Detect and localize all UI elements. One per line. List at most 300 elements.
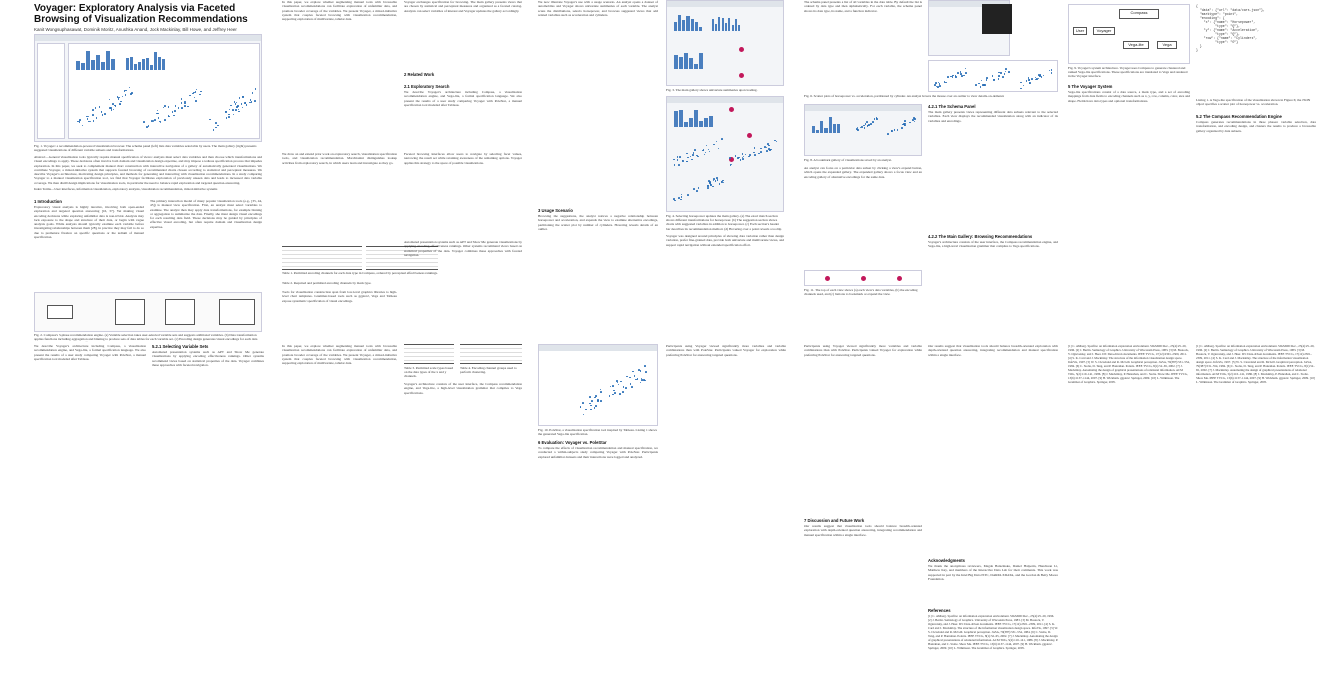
- fig-2-compass-engine: [34, 292, 262, 332]
- page-8: [534, 344, 798, 684]
- scatter-point: [1035, 79, 1037, 81]
- scatter-point: [640, 370, 642, 372]
- scatter-point: [600, 391, 602, 393]
- body-text: Faceted browsing interfaces allow users to navigate by selecting facet values, narrowing the result set while retaining awareness of the remaining options. Voyager applies this strategy to the space of possible visualizations.: [404, 152, 522, 165]
- scatter-point: [904, 120, 906, 122]
- scatter-point: [90, 121, 92, 123]
- body-text: Voyager was designed around principles of showing data variation rather than design variation, prefer fine-grained data, provide both univariate and multivariate views, and support rapid navigation without extended specification effort.: [666, 234, 784, 247]
- bar-mark: [833, 124, 836, 133]
- scatter-point: [143, 121, 145, 123]
- scatter-point: [235, 109, 237, 111]
- bar-thumbnail: [673, 51, 703, 69]
- scatter-point: [1051, 72, 1053, 74]
- fig-6-scatter-plots: [928, 60, 1058, 92]
- scatter-point: [876, 118, 878, 120]
- bar-thumbnail: [711, 13, 741, 31]
- bar-mark: [81, 63, 85, 70]
- scatter-point: [616, 380, 618, 382]
- scatter-point: [251, 101, 253, 103]
- scatter-point: [594, 397, 596, 399]
- bar-mark: [695, 22, 698, 31]
- scatter-point: [704, 154, 706, 156]
- scatter-point: [228, 116, 230, 118]
- section-heading: 6 Evaluation: Voyager vs. PoleStar: [538, 440, 607, 445]
- scatter-point: [745, 154, 747, 156]
- diagram-box: [115, 299, 145, 325]
- scatter-point: [1043, 75, 1045, 77]
- bar-mark: [142, 59, 145, 70]
- bar-mark: [694, 110, 698, 127]
- scatter-point: [181, 102, 183, 104]
- bar-mark: [684, 53, 688, 69]
- scatter-point: [580, 407, 582, 409]
- scatter-point: [246, 104, 248, 106]
- bar-mark: [678, 15, 681, 31]
- bar-mark: [816, 130, 819, 133]
- scatter-point: [620, 381, 622, 383]
- scatter-point: [706, 145, 708, 147]
- scatter-point: [935, 82, 937, 84]
- bar-mark: [722, 18, 724, 31]
- scatter-point: [760, 148, 762, 150]
- scatter-point: [160, 122, 162, 124]
- scatter-point: [957, 72, 959, 74]
- scatter-point: [866, 121, 868, 123]
- scatter-point: [209, 119, 211, 121]
- scatter-point: [680, 199, 682, 201]
- scatter-point: [146, 126, 148, 128]
- bar-thumbnail: [673, 109, 713, 127]
- scatter-point: [631, 386, 633, 388]
- scatter-point: [250, 99, 252, 101]
- scatter-point: [673, 159, 675, 161]
- scatter-point: [992, 75, 994, 77]
- section-heading: 5.2 The Compass Recommendation Engine: [1196, 114, 1282, 119]
- scatter-point: [597, 400, 599, 402]
- scatter-point: [233, 114, 235, 116]
- body-text: The main gallery presents views representing different data subsets relevant to the selected variables. Each view displays the recommended visualization along with an indicator of its variables and encodings.: [928, 110, 1058, 123]
- scatter-point: [696, 190, 698, 192]
- scatter-point: [708, 149, 710, 151]
- fig-3-main-gallery: [666, 0, 784, 86]
- scatter-point: [241, 103, 243, 105]
- bar-mark: [130, 57, 133, 70]
- scatter-point: [891, 130, 893, 132]
- scatter-point: [717, 180, 719, 182]
- diagram-box: [47, 305, 73, 319]
- scatter-point: [703, 149, 705, 151]
- scatter-point: [937, 86, 939, 88]
- scatter-point: [872, 121, 874, 123]
- scatter-point: [961, 75, 963, 77]
- scatter-point: [226, 117, 228, 119]
- fig-1-caption: Fig. 1. Voyager: a recommendation-powered visualization browser. The schema panel (left) lists data variables selectable by users. The main gallery (right) presents suggested visualizations of different variable subsets and transformations.: [34, 144, 257, 153]
- scatter-point: [196, 89, 198, 91]
- scatter-point: [709, 151, 711, 153]
- body-text: Browsing the suggestions, the analyst notices a negative relationship between horsepower and acceleration, and expands the view to examine alternative encodings, partitioning the scatter plot by number of cylinders. Hovering reveals details of an outlier.: [538, 214, 658, 231]
- body-text: Our results suggest that visualization tools should balance breadth-oriented exploration with depth-oriented question answering, integrating recommendation and manual specification within a single interface.: [804, 524, 922, 537]
- scatter-point: [742, 158, 744, 160]
- scatter-point: [612, 394, 614, 396]
- scatter-point: [857, 129, 859, 131]
- table-3: [404, 344, 454, 364]
- body-text: In this paper, we explore whether augmenting manual tools with browsable visualization recommendations can facilitate exploration of unfamiliar data, and promote broader coverage of the variables. We present Voyager, a mixed-initiative system that couples faceted browsing with visualization recommendation, supporting exploration of multivariate, tabular data.: [282, 344, 397, 366]
- scatter-point: [630, 383, 632, 385]
- scatter-point: [590, 405, 592, 407]
- scatter-point: [238, 111, 240, 113]
- scatter-point: [200, 91, 202, 93]
- bar-mark: [138, 62, 141, 70]
- scatter-point: [88, 116, 90, 118]
- paper-title: Voyager: Exploratory Analysis via Faceted Browsing of Visualization Recommendations: [34, 3, 248, 25]
- fig-1-schema-panel: [37, 43, 65, 139]
- callout-marker: [739, 47, 744, 52]
- scatter-point: [154, 119, 156, 121]
- scatter-point: [686, 161, 688, 163]
- scatter-point: [698, 187, 700, 189]
- callout-marker: [739, 73, 744, 78]
- scatter-point: [618, 384, 620, 386]
- scatter-point: [998, 72, 1000, 74]
- diagram-user: User: [1073, 27, 1087, 35]
- scatter-point: [681, 194, 683, 196]
- scatter-point: [712, 186, 714, 188]
- scatter-point: [102, 114, 104, 116]
- scatter-point: [129, 87, 131, 89]
- scatter-point: [163, 107, 165, 109]
- bar-mark: [709, 116, 713, 127]
- body-text: Voyager's architecture consists of the user interface, the Compass recommendation engine, and Vega-lite, a high-level visualization grammar that compiles to Vega specifications.: [928, 240, 1058, 249]
- section-heading: 5 The Voyager System: [1068, 84, 1113, 89]
- scatter-point: [705, 152, 707, 154]
- bar-mark: [679, 57, 683, 69]
- body-text: Automated presentation systems such as APT and Show Me generate visualizations by applying encoding effectiveness rankings. Other systems recommend views based on statistical properties of the data. Voyager combines these approaches with faceted navigation.: [404, 240, 522, 257]
- bar-mark: [76, 61, 80, 70]
- page-6: [0, 344, 268, 684]
- body-text: We describe Voyager's architecture including Compass, a visualization recommendation engine, and Vega-lite, a formal specification language. We also present the results of a user study comparing Voyager with PoleStar, a manual specification tool modeled after Tableau.: [404, 90, 522, 107]
- scatter-point: [914, 121, 916, 123]
- index-terms: Index Terms—User interfaces, information visualization, exploratory analysis, visualization recommendation, mixed-initiative systems: [34, 187, 218, 191]
- scatter-point: [1031, 78, 1033, 80]
- scatter-point: [610, 386, 612, 388]
- bar-mark: [728, 18, 730, 31]
- bar-thumbnail: [125, 50, 165, 70]
- bar-mark: [699, 121, 703, 127]
- scatter-point: [673, 198, 675, 200]
- table-1-caption: Table 1. Permitted encoding channels for each data type in Compass, ordered by perceptual effectiveness rankings.: [282, 271, 438, 275]
- scatter-point: [713, 144, 715, 146]
- scatter-point: [79, 121, 81, 123]
- bar-thumbnail: [673, 13, 703, 31]
- bar-mark: [682, 20, 685, 31]
- scatter-point: [158, 117, 160, 119]
- bar-mark: [725, 23, 727, 31]
- scatter-point: [1020, 82, 1022, 84]
- scatter-point: [232, 109, 234, 111]
- scatter-point: [770, 149, 772, 151]
- scatter-point: [719, 183, 721, 185]
- scatter-point: [870, 123, 872, 125]
- scatter-point: [691, 159, 693, 161]
- diagram-vega: Vega: [1157, 41, 1177, 49]
- scatter-point: [590, 409, 592, 411]
- bar-mark: [111, 59, 115, 70]
- scatter-point: [1041, 76, 1043, 78]
- scatter-point: [645, 371, 647, 373]
- body-text: Our results suggest that visualization tools should balance breadth-oriented exploration with depth-oriented question answering, integrating recommendation and manual specification within a single interface.: [928, 344, 1058, 357]
- scatter-point: [120, 101, 122, 103]
- scatter-point: [96, 117, 98, 119]
- scatter-point: [1028, 79, 1030, 81]
- scatter-point: [912, 119, 914, 121]
- scatter-point: [986, 77, 988, 79]
- scatter-point: [114, 105, 116, 107]
- body-text: We describe Voyager's architecture including Compass, a visualization recommendation engine, and Vega-lite, a formal specification language. We also present the results of a user study comparing Voyager with PoleStar, a manual specification tool modeled after Tableau.: [34, 344, 146, 361]
- scatter-point: [213, 129, 215, 131]
- scatter-point: [945, 82, 947, 84]
- scatter-point: [965, 68, 967, 70]
- scatter-point: [187, 106, 189, 108]
- scatter-point: [687, 157, 689, 159]
- fig-10-caption: Fig. 10. PoleStar, a visualization specification tool inspired by Tableau. Listing 1 shows the generated Vega-lite specification.: [538, 428, 657, 437]
- fig-4-horsepower-gallery: [666, 96, 784, 212]
- section-heading: 4.2.1 The Schema Panel: [928, 104, 976, 109]
- section-heading: 4.2.2 The Main Gallery: Browsing Recommendations: [928, 234, 1033, 239]
- scatter-point: [692, 154, 694, 156]
- scatter-point: [709, 182, 711, 184]
- body-text: Voyager exchanges specification for browsing. The main gallery presents views that are chosen by statistical and perceptual measures and organized as a faceted catalog. Analysts can select variables of interest and Voyager updates the gallery accordingly.: [404, 0, 522, 13]
- acknowledgments-text: We thank the anonymous reviewers, Magda Balazinska, Daniel Halperin, Hanchuan Li, Matthew Kay, and members of the Interactive Data Lab for their comments. This work was supported in part by the Intel Big Data ISTC, DARPA XDATA, and the Gordon & Betty Moore Foundation.: [928, 564, 1058, 581]
- bar-mark: [735, 19, 737, 31]
- scatter-point: [983, 84, 985, 86]
- bar-mark: [694, 64, 698, 69]
- scatter-point: [217, 125, 219, 127]
- fig-9-caption: Fig. 9. Voyager's system architecture. Voyager uses Compass to generate clustered and ranked Vega-lite specifications. These specifications are translated to Vega and rendered in the Voyager interface.: [1068, 66, 1188, 79]
- page-5: [1064, 0, 1320, 342]
- scatter-point: [934, 84, 936, 86]
- bar-mark: [158, 57, 161, 70]
- scatter-point: [754, 147, 756, 149]
- body-text: The primary interaction model of many popular visualization tools (e.g., [35, 44, 45]) is manual view specification. First, an analyst must select variables to examine. The analyst then may apply data transformations, for example binning or aggregation to summarize the data. Finally, she must design visual encodings for each resulting data field. These decisions may be guided by principles of effective visual encoding, but often require domain and visualization design expertise.: [150, 199, 262, 229]
- scatter-point: [629, 377, 631, 379]
- scatter-point: [82, 125, 84, 127]
- scatter-point: [199, 94, 201, 96]
- body-text: The schema panel presents a list of all variables in the data table. By default the list is ordered by data type and then alphabetically. For each variable, the schema panel shows its data type, its name, and a function indicator.: [804, 0, 922, 13]
- scatter-point: [644, 380, 646, 382]
- scatter-point: [195, 100, 197, 102]
- scatter-point: [238, 109, 240, 111]
- fig-5-sidebar: [982, 4, 1012, 34]
- bar-mark: [699, 53, 703, 69]
- scatter-point: [776, 141, 778, 143]
- scatter-point: [1038, 74, 1040, 76]
- fig-10-header: [539, 345, 657, 351]
- scatter-point: [582, 402, 584, 404]
- scatter-point: [118, 97, 120, 99]
- bar-mark: [684, 122, 688, 127]
- scatter-point: [109, 99, 111, 101]
- scatter-point: [589, 396, 591, 398]
- scatter-point: [939, 85, 941, 87]
- scatter-point: [110, 107, 112, 109]
- scatter-point: [95, 107, 97, 109]
- bar-mark: [824, 128, 827, 133]
- scatter-point: [693, 188, 695, 190]
- scatter-point: [713, 178, 715, 180]
- fig-1-voyager-screenshot: [34, 34, 262, 142]
- scatter-point: [591, 400, 593, 402]
- scatter-point: [1020, 88, 1022, 90]
- scatter-point: [909, 122, 911, 124]
- scatter-point: [228, 114, 230, 116]
- scatter-point: [157, 110, 159, 112]
- scatter-point: [674, 164, 676, 166]
- section-heading: 2.1 Exploratory Search: [404, 84, 450, 89]
- scatter-point: [767, 143, 769, 145]
- scatter-point: [93, 120, 95, 122]
- scatter-point: [901, 127, 903, 129]
- scatter-point: [613, 390, 615, 392]
- scatter-point: [173, 115, 175, 117]
- scatter-point: [978, 83, 980, 85]
- fig-9-architecture: [1068, 4, 1190, 64]
- table-1: [282, 246, 362, 270]
- scatter-point: [1000, 73, 1002, 75]
- scatter-point: [215, 127, 217, 129]
- scatter-point: [609, 395, 611, 397]
- fig-3-header: [667, 1, 783, 7]
- scatter-point: [718, 148, 720, 150]
- scatter-point: [189, 95, 191, 97]
- references: [1] C. Ahlberg. Spotfire: an information exploration environment. SIGMOD Rec., 25(4):25–29, 1996. [2] J. Bertin. Semiology of Graphics. University of Wisconsin Press, 1983. [3] M. Bostock, V. Ogievetsky, and J. Heer. D3: Data-driven documents. IEEE TVCG, 17(12):2301–2309, 2011. [4] S. K. Card and J. Mackinlay. The structure of the information visualization design space. InfoVis, 1997. [5] W. S. Cleveland and R. McGill. Graphical perception. JASA, 79(387):531–554, 1984. [6] C. Stolte, D. Tang, and P. Hanrahan. Polaris. IEEE TVCG, 8(1):52–65, 2002. [7] J. Mackinlay. Automating the design of graphical presentations of relational information. ACM TOG, 5(2):110–141, 1986. [8] J. Mackinlay, P. Hanrahan, and C. Stolte. Show Me. IEEE TVCG, 13(6):1137–1144, 2007. [9] H. Wickham. ggplot2. Springer, 2009. [10] L. Wilkinson. The Grammar of Graphics. Springer, 2005.: [1068, 344, 1190, 384]
- scatter-point: [640, 382, 642, 384]
- body-text: We now illustrate Voyager's use with a usage scenario. An analyst opens a dataset of automobiles and Voyager shows univariate summaries of each variable. The analyst scans the distributions, selects horsepower, and browses suggested views that add related variables such as acceleration and cylinders.: [538, 0, 658, 17]
- references: [1] C. Ahlberg. Spotfire: an information exploration environment. SIGMOD Rec., 25(4):25–29, 1996. [2] J. Bertin. Semiology of Graphics. University of Wisconsin Press, 1983. [3] M. Bostock, V. Ogievetsky, and J. Heer. D3: Data-driven documents. IEEE TVCG, 17(12):2301–2309, 2011. [4] S. K. Card and J. Mackinlay. The structure of the information visualization design space. InfoVis, 1997. [5] W. S. Cleveland and R. McGill. Graphical perception. JASA, 79(387):531–554, 1984. [6] C. Stolte, D. Tang, and P. Hanrahan. Polaris. IEEE TVCG, 8(1):52–65, 2002. [7] J. Mackinlay. Automating the design of graphical presentations of relational information. ACM TOG, 5(2):110–141, 1986. [8] J. Mackinlay, P. Hanrahan, and C. Stolte. Show Me. IEEE TVCG, 13(6):1137–1144, 2007. [9] H. Wickham. ggplot2. Springer, 2009. [10] L. Wilkinson. The Grammar of Graphics. Springer, 2005.: [1196, 344, 1315, 384]
- scatter-point: [254, 100, 256, 102]
- table-4: [460, 344, 522, 364]
- scatter-point: [236, 106, 238, 108]
- scatter-point: [748, 156, 750, 158]
- scatter-point: [252, 92, 254, 94]
- callout-marker: [747, 133, 752, 138]
- scatter-point: [1005, 71, 1007, 73]
- listing-caption: Listing 1. A Vega-lite specification of the visualization shown in Figure 6; the JSON object specifies a scatter plot of horsepower vs. acceleration.: [1196, 98, 1311, 107]
- scatter-point: [1026, 80, 1028, 82]
- fig-2-caption: Fig. 2. Compass's 3-phase recommendation engine. (a) Variable selection takes user-selected variable sets and suggests additional variables. (b) Data transformation applies functions including aggregation and binning to produce sets of data tables for each variable set. (c) Encoding design generates visual encodings for each data: [34, 333, 258, 342]
- scatter-point: [986, 79, 988, 81]
- scatter-point: [975, 84, 977, 86]
- table-4-caption: Table 4. Encoding channel groups used to perform clustering.: [460, 366, 517, 375]
- scatter-point: [980, 86, 982, 88]
- scatter-point: [619, 393, 621, 395]
- callout-marker: [861, 276, 866, 281]
- scatter-point: [635, 379, 637, 381]
- body-text: Compass generates recommendations in three phases: variable selection, data transformation, and encoding design, and clusters the results to produce a browsable gallery organized by data subsets.: [1196, 120, 1316, 133]
- section-heading: 2 Related Work: [404, 72, 435, 77]
- scatter-point: [184, 105, 186, 107]
- scatter-point: [960, 73, 962, 75]
- scatter-point: [721, 138, 723, 140]
- bar-mark: [86, 51, 90, 70]
- scatter-point: [623, 386, 625, 388]
- scatter-point: [735, 155, 737, 157]
- scatter-point: [690, 156, 692, 158]
- scatter-point: [709, 181, 711, 183]
- scatter-point: [230, 105, 232, 107]
- bar-thumbnail: [75, 50, 115, 70]
- bar-mark: [718, 17, 720, 31]
- scatter-point: [125, 94, 127, 96]
- references: [1] C. Ahlberg. Spotfire: an information exploration environment. SIGMOD Rec., 25(4):25–29, 1996. [2] J. Bertin. Semiology of Graphics. University of Wisconsin Press, 1983. [3] M. Bostock, V. Ogievetsky, and J. Heer. D3: Data-driven documents. IEEE TVCG, 17(12):2301–2309, 2011. [4] S. K. Card and J. Mackinlay. The structure of the information visualization design space. InfoVis, 1997. [5] W. S. Cleveland and R. McGill. Graphical perception. JASA, 79(387):531–554, 1984. [6] C. Stolte, D. Tang, and P. Hanrahan. Polaris. IEEE TVCG, 8(1):52–65, 2002. [7] J. Mackinlay. Automating the design of graphical presentations of relational information. ACM TOG, 5(2):110–141, 1986. [8] J. Mackinlay, P. Hanrahan, and C. Stolte. Show Me. IEEE TVCG, 13(6):1137–1144, 2007. [9] H. Wickham. ggplot2. Springer, 2009. [10] L. Wilkinson. The Grammar of Graphics. Springer, 2005.: [928, 614, 1058, 650]
- page-3: [534, 0, 798, 342]
- scatter-point: [686, 153, 688, 155]
- scatter-point: [614, 392, 616, 394]
- scatter-point: [612, 385, 614, 387]
- bar-mark: [689, 58, 693, 69]
- bar-mark: [106, 51, 110, 70]
- scatter-point: [239, 97, 241, 99]
- scatter-point: [583, 414, 585, 416]
- scatter-point: [998, 78, 1000, 80]
- bar-mark: [699, 27, 702, 31]
- body-text: Tools for visualization construction span from low-level graphics libraries to high-level chart templates. Grammar-based tools such as ggplot2, Vega and Tableau expose systematic specification of visual encodings.: [282, 290, 397, 303]
- scatter-point: [184, 101, 186, 103]
- page-9: [800, 344, 1062, 684]
- scatter-point: [678, 164, 680, 166]
- scatter-point: [1051, 69, 1053, 71]
- page-4: [800, 0, 1062, 342]
- body-text: Automated presentation systems such as APT and Show Me generate visualizations by applying encoding effectiveness rankings. Other systems recommend views based on statistical properties of the data. Voyager combines these approaches with faceted navigation.: [152, 350, 264, 367]
- code-listing: { "data": {"url": "data/cars.json"}, "marktype": "point", "encoding": { "x": {"name": "Horsepower", "type": "Q"}, "y": {"name": "Acceleration", "type": "Q"}, "row": {"name": "Cylinders", "type": "O"} } }: [1196, 4, 1265, 52]
- scatter-point: [215, 122, 217, 124]
- section-heading: Acknowledgments: [928, 558, 965, 563]
- scatter-point: [682, 160, 684, 162]
- scatter-point: [622, 391, 624, 393]
- body-text: An analyst can focus on a particular data subset by clicking a view's expand button, which opens the expanded gallery. The expanded gallery shows a focus view and an encoding gallery of alternative encodings for the same data.: [804, 166, 922, 179]
- scatter-point: [125, 90, 127, 92]
- scatter-point: [172, 111, 174, 113]
- abstract: Abstract—General visualization tools typically require manual specification of views: analysts must select data variables and then choose which transformations and visual encodings to apply. These decisions often involve both domain and visualization design expertise, and may impose a tedious specification process that impedes exploration. In this paper, we seek to complement manual chart construction with interactive navigation of a gallery of automatically generated visualizations. We contribute Voyager, a mixed-initiative system that supports faceted browsing of recommended charts chosen according to statistical and perceptual measures. We describe Voyager's architecture, motivating design principles, and methods for generating and interacting with visualization recommendations. In a study comparing Voyager to a manual visualization specification tool, we find that Voyager facilitates exploration of previously unseen data and leads to increased data variable coverage. We then distill design implications for visualization tools, in particular the need to balance rapid exploration and targeted question-answering.: [34, 155, 262, 185]
- bar-mark: [829, 117, 832, 133]
- body-text: Voyager's architecture consists of the user interface, the Compass recommendation engine, and Vega-lite, a high-level visualization grammar that compiles to Vega specifications.: [404, 382, 522, 395]
- scatter-point: [644, 365, 646, 367]
- scatter-point: [707, 187, 709, 189]
- fig-11-view-header: [804, 270, 922, 286]
- scatter-point: [600, 400, 602, 402]
- scatter-point: [710, 184, 712, 186]
- scatter-point: [687, 194, 689, 196]
- scatter-point: [594, 407, 596, 409]
- scatter-point: [164, 119, 166, 121]
- diagram-voyager: Voyager: [1093, 27, 1115, 35]
- body-text: Vega-lite specifications consist of a data source, a mark type, and a set of encoding mappings from data fields to encoding channels such as x, y, row, column, color, size and shape. Fields have data types and optional transformations.: [1068, 90, 1190, 103]
- scatter-point: [963, 75, 965, 77]
- scatter-point: [897, 129, 899, 131]
- bar-mark: [126, 58, 129, 70]
- scatter-point: [758, 153, 760, 155]
- scatter-point: [634, 375, 636, 377]
- body-text: To compare the effects of visualization recommendation and manual specification, we conducted a within-subjects study comparing Voyager with PoleStar. Participants explored unfamiliar datasets and their interactions were logged and analyzed.: [538, 446, 658, 459]
- scatter-point: [120, 104, 122, 106]
- section-heading: References: [928, 608, 951, 613]
- scatter-point: [168, 106, 170, 108]
- scatter-point: [716, 177, 718, 179]
- scatter-point: [677, 159, 679, 161]
- scatter-point: [585, 409, 587, 411]
- scatter-point: [766, 150, 768, 152]
- scatter-point: [754, 154, 756, 156]
- scatter-point: [181, 107, 183, 109]
